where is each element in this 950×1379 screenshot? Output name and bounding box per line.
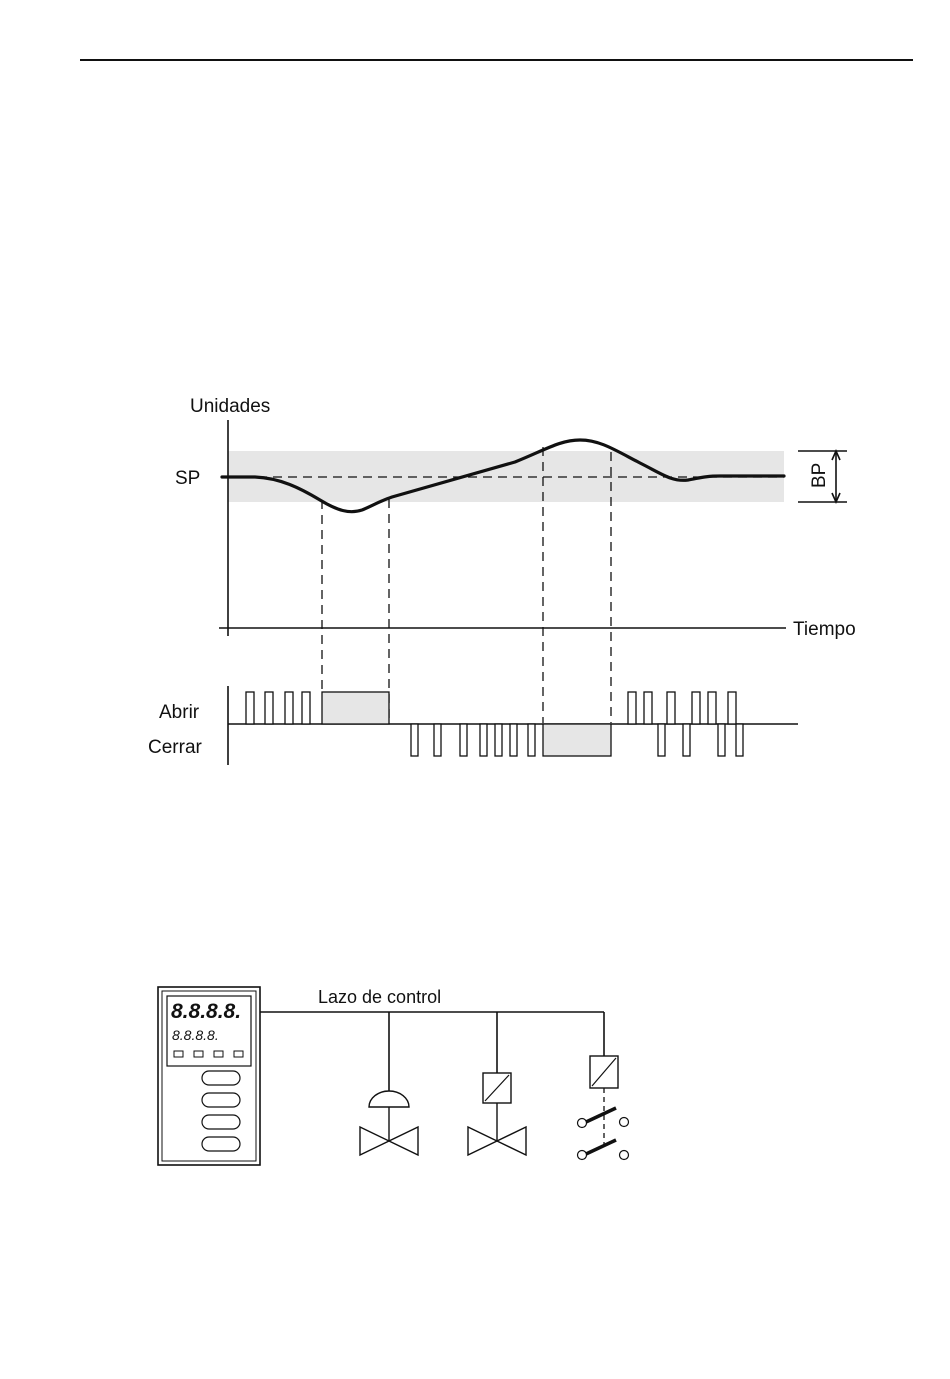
loop-label: Lazo de control xyxy=(318,987,442,1007)
close-pulse xyxy=(510,724,517,756)
close-pulse xyxy=(460,724,467,756)
close-pulse xyxy=(658,724,665,756)
close-continuous-block xyxy=(543,724,611,756)
open-pulse xyxy=(728,692,736,724)
close-pulse xyxy=(683,724,690,756)
controller-button xyxy=(202,1137,240,1151)
open-pulse xyxy=(285,692,293,724)
close-pulse xyxy=(434,724,441,756)
open-pulse xyxy=(265,692,273,724)
relay-contacts-icon xyxy=(578,1056,629,1160)
band-label: BP xyxy=(809,462,830,488)
control-loop-diagram xyxy=(158,987,629,1165)
controller-unit xyxy=(158,987,260,1165)
open-pulse xyxy=(644,692,652,724)
open-label: Abrir xyxy=(159,702,200,723)
close-pulse xyxy=(495,724,502,756)
x-axis-label: Tiempo xyxy=(793,619,856,640)
pneumatic-valve-icon xyxy=(360,1091,418,1155)
pulse-chart xyxy=(148,686,798,765)
controller-button xyxy=(202,1071,240,1085)
open-pulse xyxy=(667,692,675,724)
open-continuous-block xyxy=(322,692,389,724)
solenoid-valve-icon xyxy=(468,1073,526,1155)
open-pulse xyxy=(628,692,636,724)
y-axis-label: Unidades xyxy=(190,396,271,417)
close-pulse xyxy=(736,724,743,756)
open-pulse xyxy=(708,692,716,724)
close-pulse xyxy=(480,724,487,756)
secondary-display-digits: 8.8.8.8. xyxy=(172,1027,219,1043)
open-pulse xyxy=(302,692,310,724)
controller-button xyxy=(202,1115,240,1129)
open-pulse xyxy=(692,692,700,724)
process-chart xyxy=(175,396,856,723)
close-pulse xyxy=(528,724,535,756)
open-pulse xyxy=(246,692,254,724)
setpoint-label: SP xyxy=(175,468,201,489)
main-display-digits: 8.8.8.8. xyxy=(171,1000,242,1023)
close-pulse xyxy=(718,724,725,756)
controller-button xyxy=(202,1093,240,1107)
close-label: Cerrar xyxy=(148,737,202,758)
close-pulse xyxy=(411,724,418,756)
